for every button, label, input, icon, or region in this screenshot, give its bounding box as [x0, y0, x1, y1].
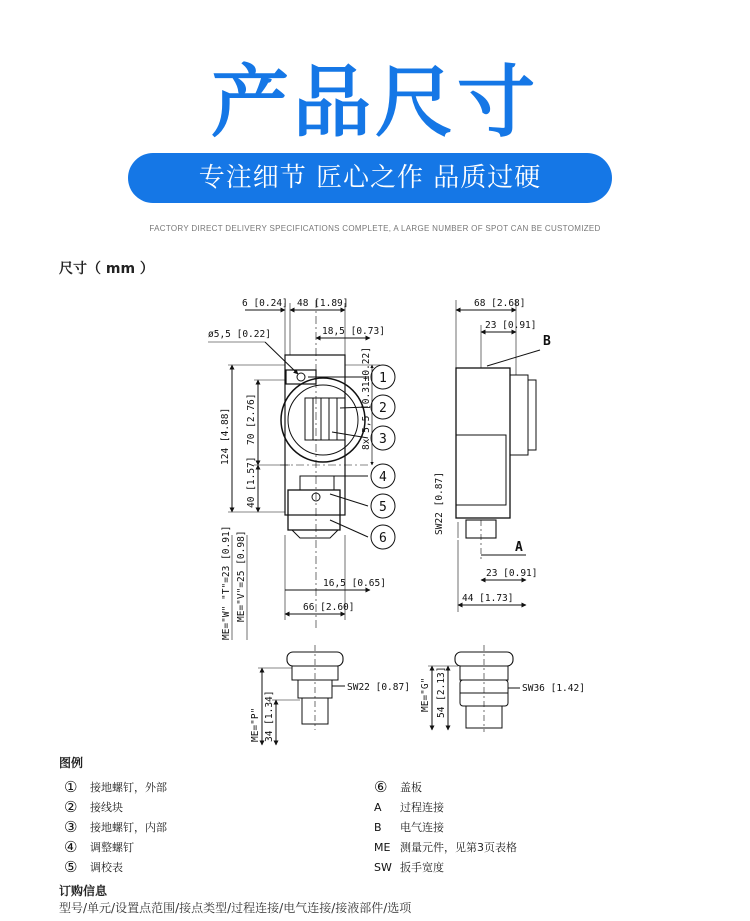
legend-key: B [374, 820, 382, 834]
order-info-text: 型号/单元/设置点范围/接点类型/过程连接/电气连接/接液部件/选项 [59, 901, 412, 915]
dim-me-w: ME="W" "T"=23 [0.91] [221, 525, 232, 640]
legend-label: 调整螺钉 [90, 841, 134, 854]
dim-me-v: ME="V"=25 [0.98] [236, 530, 247, 622]
legend-key: ④ [64, 838, 78, 856]
dim-48: 48 [1.89] [297, 298, 349, 309]
dim-me-g: ME="G" [420, 677, 431, 712]
legend-key: ② [64, 798, 78, 816]
legend-label: 调校表 [90, 861, 123, 874]
label-b: B [543, 334, 551, 349]
dimension-drawing [0, 280, 750, 750]
dim-8x: 8x 5,5 [0.31±0.22] [361, 347, 372, 450]
dim-sw36: SW36 [1.42] [522, 683, 585, 694]
label-a: A [515, 540, 523, 555]
legend-item [374, 817, 517, 837]
legend-key: ME [374, 840, 391, 854]
dim-sw22: SW22 [0.87] [434, 472, 445, 535]
dim-70: 70 [2.76] [246, 393, 257, 445]
dim-16-5: 16,5 [0.65] [323, 578, 386, 589]
legend-left-column [64, 777, 167, 877]
legend-key: ⑤ [64, 858, 78, 876]
dim-44: 44 [1.73] [462, 593, 514, 604]
legend-title: 图例 [59, 756, 84, 770]
callout-6: 6 [379, 531, 387, 546]
tagline: FACTORY DIRECT DELIVERY SPECIFICATIONS COMPLETE, A LARGE NUMBER OF SPOT CAN BE CUSTOMIZED [149, 224, 601, 233]
page-title: 产品尺寸 [210, 58, 539, 148]
legend-label: 扳手宽度 [400, 861, 444, 874]
dim-23-bottom: 23 [0.91] [486, 568, 538, 579]
legend-item [64, 797, 167, 817]
dim-40: 40 [1.57] [246, 456, 257, 508]
legend-key: ③ [64, 818, 78, 836]
slogan-banner: 专注细节 匠心之作 品质过硬 [128, 153, 612, 203]
callout-5: 5 [379, 500, 387, 515]
legend-key: A [374, 800, 382, 814]
dim-34: 34 [1.34] [264, 690, 275, 742]
callout-1: 1 [379, 371, 387, 386]
callout-3: 3 [379, 432, 387, 447]
legend-label: 电气连接 [400, 821, 444, 834]
dim-68: 68 [2.68] [474, 298, 526, 309]
dim-me-p: ME="P" [250, 707, 261, 742]
dim-sw22-fitting: SW22 [0.87] [347, 682, 410, 693]
legend-item [64, 777, 167, 797]
legend-item [374, 777, 517, 797]
dim-6: 6 [0.24] [242, 298, 288, 309]
callout-4: 4 [379, 470, 387, 485]
legend-item [374, 837, 517, 857]
dim-66: 66 [2.60] [303, 602, 355, 613]
dim-hole: ø5,5 [0.22] [208, 329, 271, 340]
legend-key: SW [374, 860, 392, 874]
legend-item [64, 857, 167, 877]
legend-item [64, 817, 167, 837]
legend-label: 盖板 [400, 781, 422, 794]
dim-23-top: 23 [0.91] [485, 320, 537, 331]
legend-item [374, 797, 517, 817]
legend-label: 测量元件，见第3页表格 [400, 841, 517, 854]
legend-label: 接地螺钉，外部 [90, 781, 167, 794]
legend-label: 接线块 [90, 801, 123, 814]
dimensions-title: 尺寸（ mm ） [59, 261, 154, 277]
legend-label: 过程连接 [400, 801, 444, 814]
callout-2: 2 [379, 401, 387, 416]
legend-label: 接地螺钉，内部 [90, 821, 167, 834]
order-info-title: 订购信息 [59, 884, 108, 898]
legend-key: ① [64, 778, 78, 796]
dim-54: 54 [2.13] [436, 666, 447, 718]
dim-18-5: 18,5 [0.73] [322, 326, 385, 337]
legend-item [64, 837, 167, 857]
legend-item [374, 857, 517, 877]
legend-key: ⑥ [374, 778, 388, 796]
dim-124: 124 [4.88] [220, 407, 231, 465]
legend-right-column [374, 777, 517, 877]
